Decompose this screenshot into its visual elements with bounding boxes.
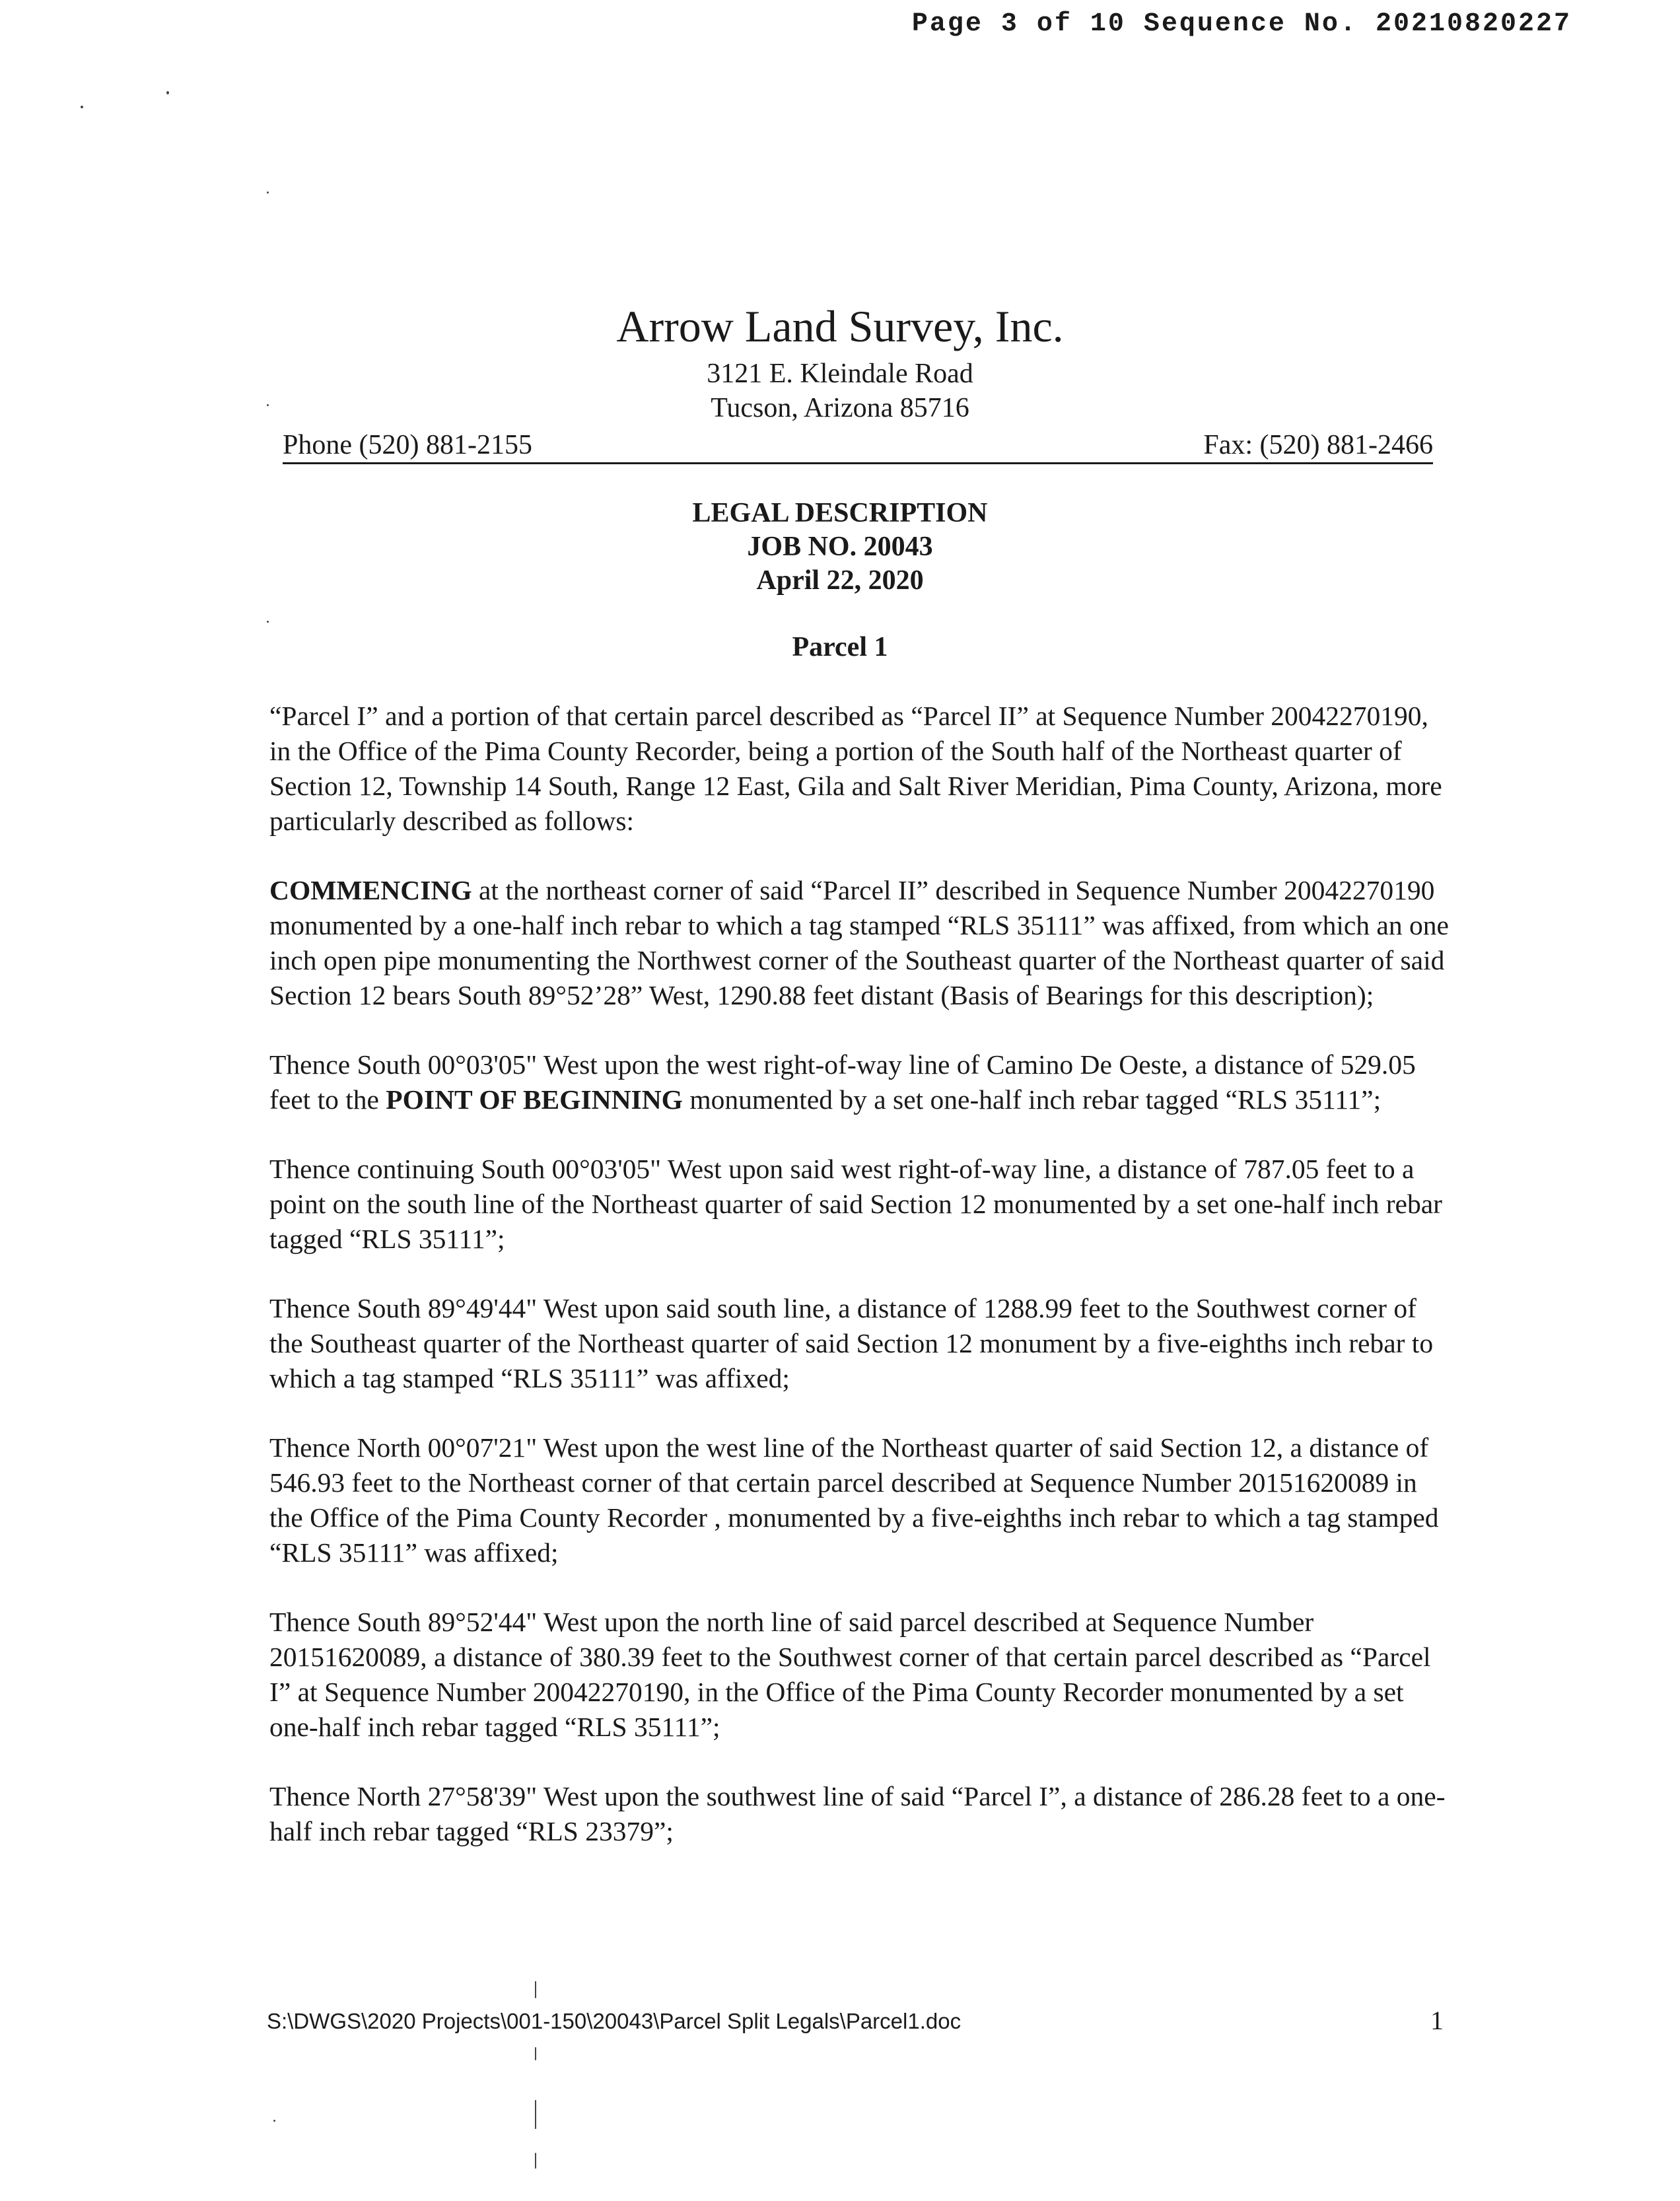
commencing-paragraph <box>269 873 1455 1013</box>
scan-speck <box>267 621 269 623</box>
commencing-text: at the northeast corner of said “Parcel II” described in Sequence Number 20042270190 monumented by a one-half inch rebar to which a tag stamped “RLS 35111” was affixed, from which an one inch open pipe monumenting the Northwest corner of the Southeast quarter of the Northeast quarter of said Section 12 bears South 89°52’28” West, 1290.88 feet distant (Basis of Bearings for this description); <box>269 875 1449 1010</box>
intro-paragraph: “Parcel I” and a portion of that certain parcel described as “Parcel II” at Sequence Number 20042270190, in the Office of the Pima County Recorder, being a portion of the South half of the Northeast quarter of Section 12, Township 14 South, Range 12 East, Gila and Salt River Meridian, Pima County, Arizona, more particularly described as follows: <box>269 701 1442 836</box>
legal-description-body <box>269 699 1455 1883</box>
course-6-paragraph: Thence North 27°58'39" West upon the southwest line of said “Parcel I”, a distance of 286.28 feet to a one-half inch rebar tagged “RLS 23379”; <box>269 1781 1446 1846</box>
scan-speck <box>535 2100 536 2129</box>
scan-speck <box>535 2047 536 2060</box>
document-title: LEGAL DESCRIPTION <box>692 498 988 528</box>
document-heading <box>0 497 1680 598</box>
point-of-beginning-label: POINT OF BEGINNING <box>386 1084 683 1115</box>
document-date: April 22, 2020 <box>756 565 924 596</box>
company-address <box>0 357 1680 425</box>
recorder-page-stamp: Page 3 of 10 Sequence No. 20210820227 <box>911 9 1572 39</box>
scan-speck <box>267 404 269 406</box>
company-name: Arrow Land Survey, Inc. <box>616 301 1064 351</box>
course-2-paragraph: Thence continuing South 00°03'05" West upon said west right-of-way line, a distance of 787.05 feet to a point on the south line of the Northeast quarter of said Section 12 monumented by a set one-half inch rebar tagged “RLS 35111”; <box>269 1154 1442 1254</box>
scan-speck <box>535 2153 536 2169</box>
scan-speck <box>81 106 83 108</box>
course-3-paragraph: Thence South 89°49'44" West upon said south line, a distance of 1288.99 feet to the Southwest corner of the Southeast quarter of the Northeast quarter of said Section 12 monument by a five-eighths inch rebar to which a tag stamped “RLS 35111” was affixed; <box>269 1293 1434 1393</box>
course-4-paragraph: Thence North 00°07'21" West upon the west line of the Northeast quarter of said Section 12, a distance of 546.93 feet to the Northeast corner of that certain parcel described at Sequence Number 20151620089 in the Office of the Pima County Recorder , monumented by a five-eighths inch rebar to which a tag stamped “RLS 35111” was affixed; <box>269 1432 1439 1568</box>
commencing-label: COMMENCING <box>269 875 472 905</box>
course-1-text-b: monumented by a set one-half inch rebar tagged “RLS 35111”; <box>682 1084 1382 1115</box>
phone-number: Phone (520) 881-2155 <box>283 430 532 460</box>
city-state-zip: Tucson, Arizona 85716 <box>711 393 969 423</box>
contact-line <box>283 428 1433 464</box>
street-address: 3121 E. Kleindale Road <box>707 359 973 389</box>
footer-page-number: 1 <box>1430 2006 1444 2035</box>
scan-speck <box>273 2120 275 2122</box>
scan-speck <box>166 91 169 94</box>
course-1-paragraph <box>269 1047 1455 1117</box>
scan-speck <box>535 1981 536 1998</box>
job-number: JOB NO. 20043 <box>747 532 933 562</box>
parcel-title: Parcel 1 <box>792 632 888 662</box>
fax-number: Fax: (520) 881-2466 <box>1203 430 1433 460</box>
footer-file-path: S:\DWGS\2020 Projects\001-150\20043\Parcel Split Legals\Parcel1.doc <box>267 2009 962 2033</box>
scan-speck <box>267 192 269 193</box>
course-5-paragraph: Thence South 89°52'44" West upon the north line of said parcel described at Sequence Number 20151620089, a distance of 380.39 feet to the Southwest corner of that certain parcel described as “Parcel I” at Sequence Number 20042270190, in the Office of the Pima County Recorder monumented by a set one-half inch rebar tagged “RLS 35111”; <box>269 1607 1431 1742</box>
course-1-text-a: Thence South 00°03'05" West upon the west right-of-way line of Camino De Oeste, a distance of 529.05 feet to the <box>269 1049 1416 1115</box>
